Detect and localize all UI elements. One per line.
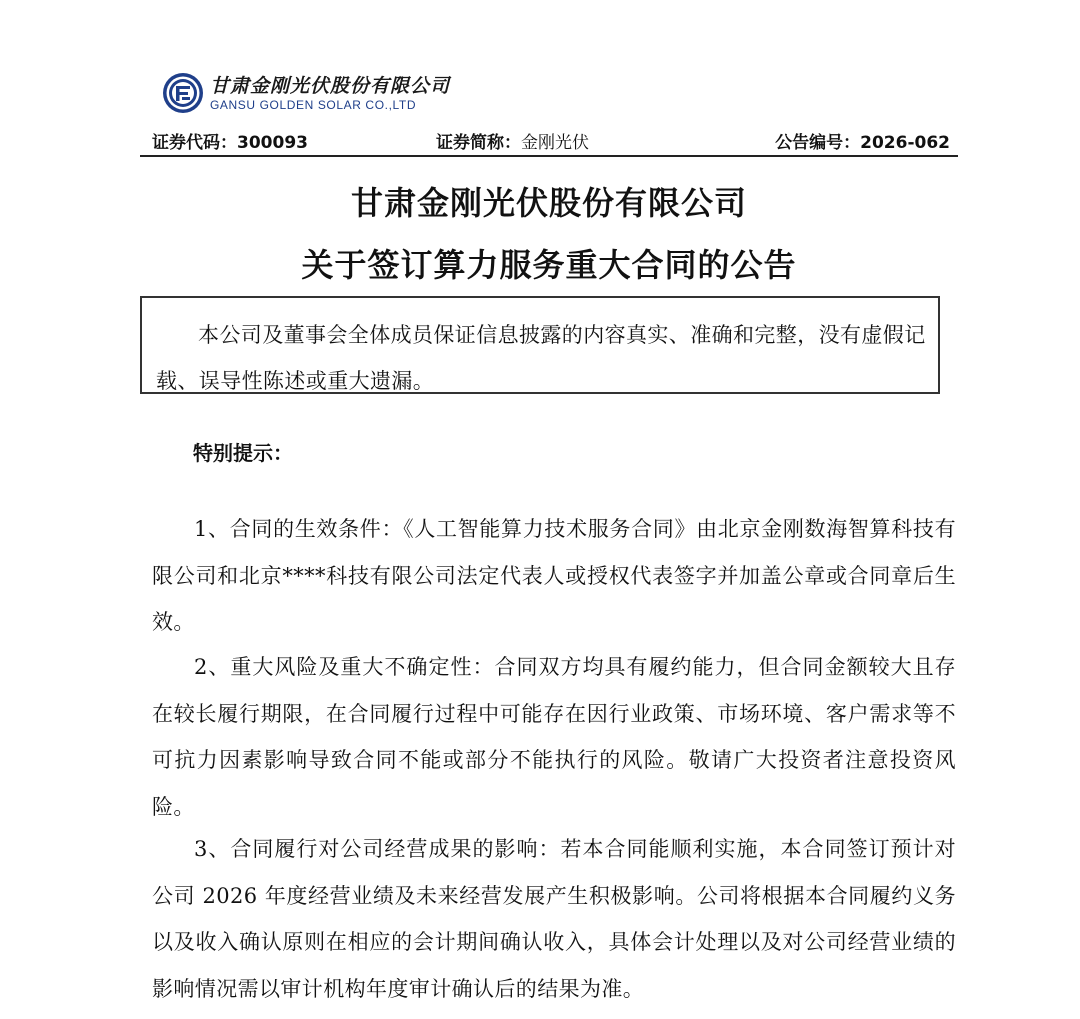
company-seal-logo-icon <box>162 72 204 114</box>
letterhead <box>162 70 450 116</box>
stock-abbr-label: 证券简称： <box>436 133 521 153</box>
tip-paragraph-3: 3、合同履行对公司经营成果的影响：若本合同能顺利实施，本合同签订预计对公司 2026 年度经营业绩及未来经营发展产生积极影响。公司将根据本合同履约义务以及收入确认原则在相应的会计期间确认收入，具体会计处理以及对公司经营业绩的影响情况需以审计机构年度审计确认后的结果为准。 <box>152 837 956 1001</box>
page-title-line-2: 关于签订算力服务重大合同的公告 <box>301 246 797 284</box>
stock-abbreviation <box>436 128 589 153</box>
ann-no-value: 2026-062 <box>860 133 950 153</box>
tip-paragraph-2: 2、重大风险及重大不确定性：合同双方均具有履约能力，但合同金额较大且存在较长履行期限，在合同履行过程中可能存在因行业政策、市场环境、客户需求等不可抗力因素影响导致合同不能或部分不能执行的风险。敬请广大投资者注意投资风险。 <box>152 655 956 819</box>
tip-paragraph-1: 1、合同的生效条件：《人工智能算力技术服务合同》由北京金刚数海智算科技有限公司和北京****科技有限公司法定代表人或授权代表签字并加盖公章或合同章后生效。 <box>152 517 956 634</box>
company-names <box>210 74 450 113</box>
special-tips-heading: 特别提示： <box>193 441 293 465</box>
stock-code-value: 300093 <box>237 133 308 153</box>
company-name-en: GANSU GOLDEN SOLAR CO.,LTD <box>210 97 417 112</box>
announcement-number <box>775 128 950 153</box>
header-divider <box>140 155 958 157</box>
ann-no-label: 公告编号： <box>775 133 861 153</box>
stock-code <box>152 128 308 153</box>
disclosure-notice-text: 本公司及董事会全体成员保证信息披露的内容真实、准确和完整，没有虚假记载、误导性陈述或重大遗漏。 <box>156 323 926 393</box>
stock-info-row <box>152 128 950 153</box>
stock-abbr-value: 金刚光伏 <box>521 133 589 153</box>
disclosure-notice-box <box>140 296 940 394</box>
page-title-line-1: 甘肃金刚光伏股份有限公司 <box>350 184 747 222</box>
stock-code-label: 证券代码： <box>152 133 237 153</box>
company-name-cn: 甘肃金刚光伏股份有限公司 <box>210 74 451 97</box>
